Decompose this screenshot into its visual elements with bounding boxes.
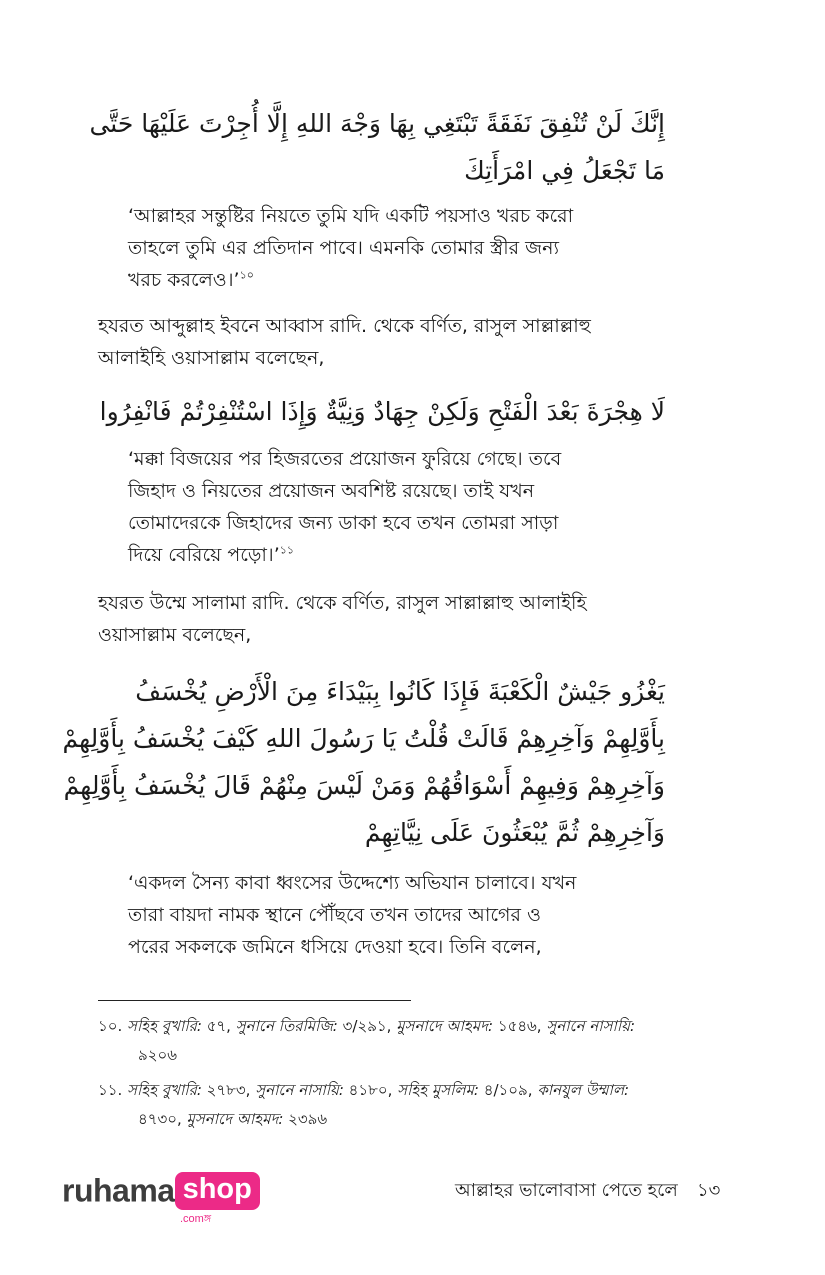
source-name: সহিহ বুখারি: (127, 1017, 202, 1035)
source-name: সুনানে তিরমিজি: (235, 1017, 338, 1035)
page-number: ১৩ (697, 1180, 721, 1201)
source-name: সহিহ বুখারি: (127, 1081, 202, 1099)
source-ref: ২৩৯৬ (283, 1110, 328, 1128)
footnote-text (127, 1081, 629, 1099)
hadith-translation-3 (128, 867, 665, 963)
arabic-line: لَا هِجْرَةَ بَعْدَ الْفَتْحِ وَلَكِنْ جِهَادٌ وَنِيَّةٌ وَإِذَا اسْتُنْفِرْتُمْ فَانْفِرُوا (99, 397, 665, 426)
footnote-11 (98, 1076, 728, 1134)
source-ref: ৪৭৩০, (138, 1110, 187, 1128)
arabic-line: وَآخِرِهِمْ ثُمَّ يُبْعَثُونَ عَلَى نِيَّاتِهِمْ (364, 818, 665, 847)
hadith-translation-1 (128, 200, 665, 296)
text-line: আলাইহি ওয়াসাল্লাম বলেছেন, (98, 347, 325, 369)
arabic-line: مَا تَجْعَلُ فِي امْرَأَتِكَ (464, 156, 665, 185)
narration-2 (98, 310, 725, 374)
hadith-translation-2 (128, 443, 665, 571)
source-ref: ১৫৪৬, (493, 1017, 547, 1035)
source-name: কানযুল উম্মাল: (537, 1081, 630, 1099)
running-footer-title: আল্লাহর ভালোবাসা পেতে হলে (455, 1180, 678, 1201)
arabic-line: يَغْزُو جَيْشٌ الْكَعْبَةَ فَإِذَا كَانُوا بِبَيْدَاءَ مِنَ الْأَرْضِ يُخْسَفُ (135, 677, 665, 706)
arabic-line: وَآخِرِهِمْ وَفِيهِمْ أَسْوَاقُهُمْ وَمَنْ لَيْسَ مِنْهُمْ قَالَ يُخْسَفُ بِأَوَّلِهِمْ (63, 771, 665, 800)
footnote-text-cont: ৯২০৬ (138, 1046, 177, 1064)
text-line: হযরত উম্মে সালামা রাদি. থেকে বর্ণিত, রাসুল সাল্লাল্লাহু আলাইহি (98, 592, 587, 614)
footnote-num: ১১. (98, 1081, 123, 1099)
text-line: ওয়াসাল্লাম বলেছেন, (98, 624, 252, 646)
source-name: মুসনাদে আহমদ: (396, 1017, 494, 1035)
footnote-10 (98, 1012, 728, 1070)
footnote-text-cont (98, 1105, 728, 1134)
footnote-num: ১০. (98, 1017, 123, 1035)
text-line: পরের সকলকে জমিনে ধসিয়ে দেওয়া হবে। তিনি বলেন, (128, 936, 542, 958)
footnote-divider (98, 1000, 411, 1001)
text-line: তোমাদেরকে জিহাদের জন্য ডাকা হবে তখন তোমরা সাড়া (128, 512, 559, 534)
hadith-arabic-1 (89, 100, 665, 194)
footnote-ref[interactable]: ১০ (239, 268, 254, 282)
ruhamashop-logo[interactable] (62, 1172, 260, 1225)
source-ref: ৪১৮০, (343, 1081, 398, 1099)
narration-3 (98, 587, 725, 651)
source-name: সহিহ মুসলিম: (397, 1081, 479, 1099)
source-name: সুনানে নাসায়ি: (546, 1017, 636, 1035)
logo-badge: shop (175, 1172, 260, 1210)
source-name: মুসনাদে আহমদ: (186, 1110, 284, 1128)
arabic-line: بِأَوَّلِهِمْ وَآخِرِهِمْ قَالَتْ قُلْتُ يَا رَسُولَ اللهِ كَيْفَ يُخْسَفُ بِأَوَّلِهِمْ (62, 724, 665, 753)
hadith-arabic-2 (99, 388, 665, 435)
source-ref: ২৭৮৩, (201, 1081, 256, 1099)
source-ref: ৩/২৯১, (337, 1017, 397, 1035)
arabic-line: إِنَّكَ لَنْ تُنْفِقَ نَفَقَةً تَبْتَغِي بِهَا وَجْهَ اللهِ إِلَّا أُجِرْتَ عَلَيْهَا حَتَّى (89, 109, 665, 138)
text-line: খরচ করলেও।’$^{১০}$ (128, 268, 254, 291)
text-line: তাহলে তুমি এর প্রতিদান পাবে। এমনকি তোমার স্ত্রীর জন্য (128, 237, 559, 259)
logo-wordmark: ruhama (62, 1172, 175, 1209)
text-line: ‘একদল সৈন্য কাবা ধ্বংসের উদ্দেশ্যে অভিযান চালাবে। যখন (128, 872, 577, 894)
text-line: ‘আল্লাহর সন্তুষ্টির নিয়তে তুমি যদি একটি পয়সাও খরচ করো (128, 205, 574, 227)
logo-domain: .comঙ্গ (180, 1213, 212, 1225)
text-line: দিয়ে বেরিয়ে পড়ো।’$^{১১}$ (128, 543, 295, 566)
source-ref: ৫৭, (201, 1017, 236, 1035)
text-line: হযরত আব্দুল্লাহ ইবনে আব্বাস রাদি. থেকে বর্ণিত, রাসুল সাল্লাল্লাহু (98, 315, 591, 337)
source-name: সুনানে নাসায়ি: (255, 1081, 344, 1099)
hadith-arabic-3 (62, 668, 665, 856)
footnote-ref[interactable]: ১১ (279, 543, 295, 557)
source-ref: ৪/১০৯, (479, 1081, 538, 1099)
text-line: তারা বায়দা নামক স্থানে পৌঁছবে তখন তাদের আগের ও (128, 904, 541, 926)
text-line: ‘মক্কা বিজয়ের পর হিজরতের প্রয়োজন ফুরিয়ে গেছে। তবে (128, 448, 562, 470)
text-line: জিহাদ ও নিয়তের প্রয়োজন অবশিষ্ট রয়েছে। তাই যখন (128, 480, 535, 502)
footnote-text (127, 1017, 635, 1035)
